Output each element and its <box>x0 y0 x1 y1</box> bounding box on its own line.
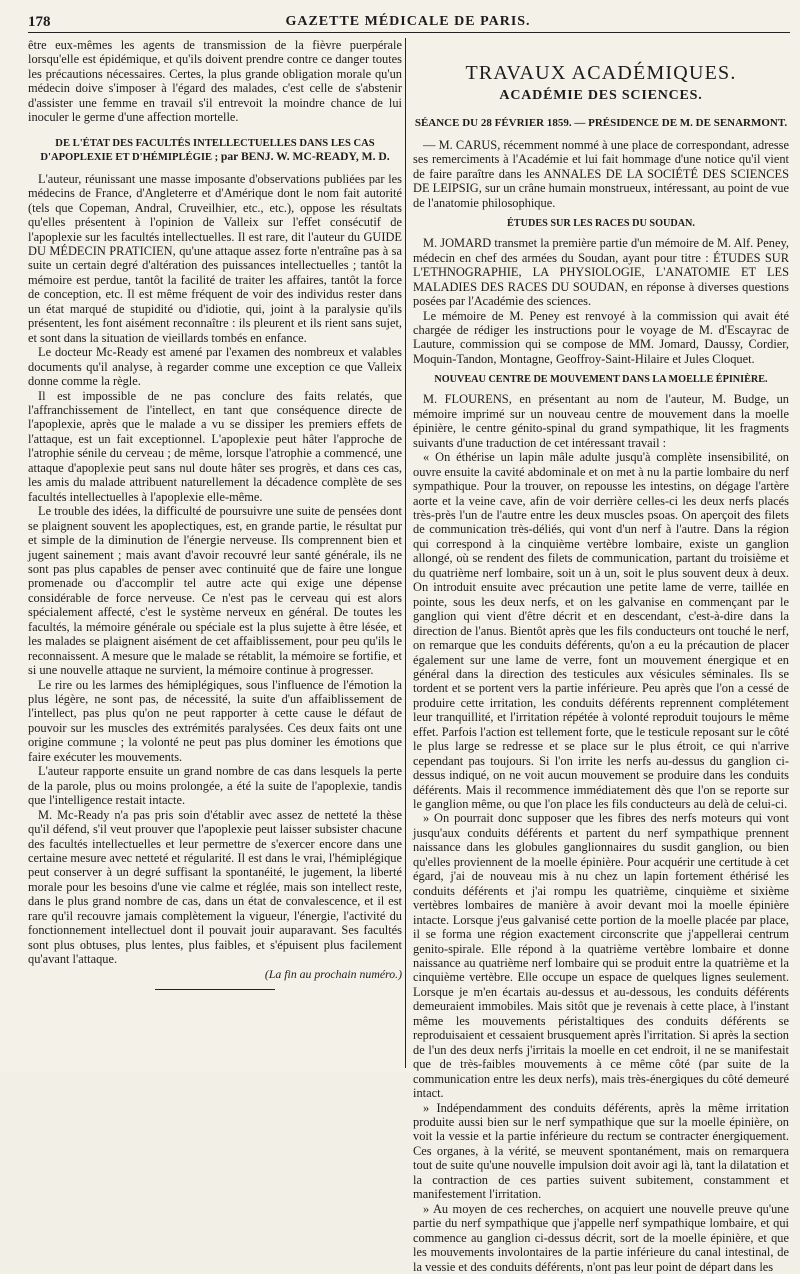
subsection-heading: ÉTUDES SUR LES RACES DU SOUDAN. <box>507 218 695 230</box>
subsection-heading: NOUVEAU CENTRE DE MOUVEMENT DANS LA MOELLE ÉPINIÈRE. <box>434 374 768 386</box>
paragraph: Le rire ou les larmes des hémiplégiques, sous l'influence de l'émotion la plus légère, ne sont pas, de nécessité, la suite d'un affaiblissement de l'intellect, pas plus qu'on ne peut rapporter à cette cause le défaut de pouvoir sur les muscles des extrémités paralysées. Ces deux faits ont une origine commune ; la volonté ne peut pas plus dominer les émotions que faire exécuter les mouvements. <box>28 677 402 764</box>
page-header <box>28 8 788 30</box>
paragraph: M. JOMARD transmet la première partie d'un mémoire de M. Alf. Peney, médecin en chef des armées du Soudan, ayant pour titre : ÉTUDES SUR L'ETHNOGRAPHIE, LA PHYSIOLOGIE, L'ANATOMIE ET LES MALADIES DES RACES DU SOUDAN, en réponse à diverses questions posées par l'Académie des sciences. <box>413 236 789 309</box>
left-column <box>28 38 402 990</box>
page-number: 178 <box>28 14 51 30</box>
paragraph: L'auteur, réunissant une masse imposante d'observations publiées par les médecins de France, d'Angleterre et d'Amérique dont le nom fait autorité (tels que Copeman, Andral, Cruveilhier, etc., etc.), oppose les résultats qu'elles présentent à l'opinion de Valleix sur l'effet consécutif de l'apoplexie sur les facultés intellectuelles. Il est rare, dit l'auteur du GUIDE DU MÉDECIN PRATICIEN, qu'une attaque assez forte n'entraîne pas à sa suite un certain degré d'altération des puissances intellectuelles ; tantôt la mémoire est perdue, tantôt la facilité de traiter les affaires, tantôt la force de conception, etc. Il est même fréquent de voir des individus rester dans un état marqué de stupidité ou d'idiotie, qui, joint à la paralysie qu'ils présentent, les font aisément reconnaître : ils pleurent et ils rient sans sujet, et sont dans la situation de vieillards tombés en enfance. <box>28 171 402 345</box>
paragraph: M. Mc-Ready n'a pas pris soin d'établir avec assez de netteté la thèse qu'il défend, s'il veut prouver que l'apoplexie peut laisser subsister chacune des facultés intellectuelles et leur permettre de s'exercer encore dans une certaine mesure avec netteté et régularité. Il est dans le vrai, l'hémiplégique peut conserver à un degré suffisant la spontanéité, le jugement, la liberté morale pour les besoins d'une vie calme et réglée, mais son intellect reste, dans le plus grand nombre de cas, dans un état de convalescence, et il est rare qu'il recouvre jamais complètement la vigueur, l'énergie, l'activité du fonctionnement intellectuel dont il pouvait jouir auparavant. Ses facultés sont plus obtuses, plus lentes, plus faibles, et s'épuisent plus facilement qu'avant l'attaque. <box>28 807 402 967</box>
paragraph: » On pourrait donc supposer que les fibres des nerfs moteurs qui vont jusqu'aux conduits déférents et partent du nerf sympathique prennent naissance dans les globules ganglionnaires du susdit ganglion, ou bien qu'elles proviennent de la moelle épinière. Pour acquérir une certitude à cet égard, j'ai de nouveau mis à nu chez un lapin fortement éthérisé les conduits déférents et j'ai rompu les quatrième, cinquième et sixième vertèbres lombaires de manière à avoir devant moi la moelle épinière intacte. Lorsque j'eus galvanisé cette portion de la moelle placée par place, il se forma une région exactement circonscrite que j'appellerai centrum genito-spirale. Elle répond à la quatrième vertèbre lombaire et donne naissance au quatrième nerf lombaire qui se produit entre la quatrième et la cinquième vertèbre. Elle occupe un espace de quelques lignes seulement. Lorsque je m'en écartais au-dessus et au-dessous, les conduits déférents demeuraient immobiles. Mais sitôt que je revenais à cette place, à l'instant même les mouvements péristaltiques des conduits déférents se reproduisaient et cessaient brusquement après l'irritation. Si après la section de l'un des deux nerfs j'irritais la moelle en cet endroit, il ne se manifestait que de très-faibles mouvements à ce même côté (par suite de la communication entre les deux nerfs), mais très-énergiques du côté demeuré intact. <box>413 811 789 1101</box>
section-title: TRAVAUX ACADÉMIQUES. <box>465 62 737 84</box>
column-divider <box>405 38 406 1068</box>
running-title: GAZETTE MÉDICALE DE PARIS. <box>285 14 531 29</box>
paragraph: Le docteur Mc-Ready est amené par l'examen des nombreux et valables documents qu'il analyse, à regarder comme une exception ce que Valleix donne comme la règle. <box>28 345 402 389</box>
section-subtitle: ACADÉMIE DES SCIENCES. <box>499 88 703 103</box>
paragraph: « On éthérise un lapin mâle adulte jusqu'à complète insensibilité, on ouvre ensuite la cavité abdominale et on met à nu la partie lombaire du nerf sympathique. Pour la trouver, on repousse les intestins, on dégage l'artère aorte et la veine cave, afin de voir derrière celles-ci les deux nerfs placés très-près l'un de l'autre entre les deux muscles psoas. On aperçoit des filets de communication très-déliés, qui vont d'un nerf à l'autre. Dans la région qui correspond à la cinquième vertèbre lombaire, existe un ganglion allongé, où se rendent des filets de communication, partant du troisième et du quatrième nerf lombaire, soit un à un, soit le plus souvent deux à deux. On introduit ensuite avec précaution une petite lame de verre, taillée en pointe, sous les deux nerfs, et on les galvanise en commençant par le ganglion qui vient d'être décrit et en descendant, c'est-à-dire dans la direction de l'anus. Bientôt après que les fils conducteurs ont touché le nerf, on remarque que les conduits déférents, qu'on a eu la précaution de placer également sur une lame de verre, font un mouvement énergique et en général dans la direction des testicules aux vésicules séminales. Ils se tordent et se portent vers la partie inférieure. Peu après que l'on a cessé de produire cette irritation, les conduits déférents reprennent complétement leur tranquillité, et l'irritation répétée à volonté reproduit toujours le même effet. Parfois l'action est tellement forte, que le testicule reposant sur le côté le plus large se redresse et se place sur le plus étroit, ce qui n'arrive cependant pas toujours. Si l'on irrite les nerfs au-dessus du ganglion ci-dessus indiqué, on ne voit aucun mouvement se produire dans les conduits déférents. Mais il recommence immédiatement dès que l'on se reporte sur le ganglion même, ou que l'on place les fils conducteurs au delà de celui-ci. <box>413 450 789 812</box>
paragraph: M. FLOURENS, en présentant au nom de l'auteur, M. Budge, un mémoire imprimé sur un nouveau centre de mouvement dans la moelle épinière, le centre génito-spinal du grand sympathique, lit les fragments suivants d'une traduction de cet intéressant travail : <box>413 392 789 450</box>
article-author: par BENJ. W. MC-READY, M. D. <box>220 149 390 163</box>
end-rule <box>155 989 275 990</box>
paragraph: être eux-mêmes les agents de transmission de la fièvre puerpérale lorsqu'elle est épidémique, et qu'ils doivent prendre contre ce danger toutes les précautions nécessaires. Certes, la plus grande obligation morale qu'un médecin doive s'imposer à l'égard des malades, c'est celle de s'abstenir d'assister une femme en travail s'il entrevoit la moindre chance de lui inoculer le germe d'une affection mortelle. <box>28 38 402 125</box>
article-title-text: DE L'ÉTAT DES FACULTÉS INTELLECTUELLES DANS LES CAS D'APOPLEXIE ET D'HÉMIPLÉGIE ; <box>40 137 375 163</box>
header-rule <box>28 32 790 33</box>
paragraph: — M. CARUS, récemment nommé à une place de correspondant, adresse ses remerciments à l'Académie et lui fait hommage d'une notice qu'il vient de faire paraître dans les ANNALES DE LA SOCIÉTÉ DES SCIENCES DE LEIPSIG, sur un crâne humain monstrueux, intéressant, au point de vue de l'anatomie philosophique. <box>413 138 789 210</box>
paragraph: » Indépendamment des conduits déférents, après la même irritation produite aussi bien sur le nerf sympathique que sur la moelle épinière, on voit la vessie et la partie inférieure du rectum se contracter énergiquement. Ces organes, à la vérité, se meuvent spontanément, mais on remarquera tout de suite qu'une nouvelle impulsion doit avoir agi là, tant la dilatation et la contraction de ces parties suivent subitement, constamment et manifestement l'irritation. <box>413 1100 789 1202</box>
session-heading: SÉANCE DU 28 FÉVRIER 1859. — PRÉSIDENCE DE M. DE SENARMONT. <box>414 117 788 129</box>
paragraph: Il est impossible de ne pas conclure des faits relatés, que l'affranchissement de l'intellect, en tant que conséquence directe de l'apoplexie, après que le malade a vu se dissiper les premiers effets de l'attaque, est un fait exceptionnel. L'apoplexie peut hâter l'approche de l'atrophie sénile du cerveau ; de même, lorsque l'atrophie a commencé, une attaque d'apoplexie peut sans nul doute hâter ses progrès, et dans ces cas, les amis du malade attribuent naturellement la décadence complète de ses facultés intellectuelles à l'apoplexie elle-même. <box>28 388 402 504</box>
paragraph: Le mémoire de M. Peney est renvoyé à la commission qui avait été chargée de rédiger les instructions pour le voyage de M. d'Escayrac de Lauture, commission qui se compose de MM. Jomard, Daussy, Cordier, Moquin-Tandon, Montagne, Geoffroy-Saint-Hilaire et Jules Cloquet. <box>413 308 789 366</box>
paragraph: Le trouble des idées, la difficulté de poursuivre une suite de pensées dont se plaignent souvent les apoplectiques, est, en grande partie, le résultat pur et simple de la diminution de l'énergie nerveuse. Ils comprennent bien et jugent sainement ; mais avant d'avoir recouvré leur santé générale, ils ne sont pas plus capables de penser avec continuité que de faire une longue promenade ou d'accomplir tel autre acte qui exige une dépense considérable de force nerveuse. Ce n'est pas le cerveau qui est alors spécialement affecté, c'est le système nerveux en général. De toutes les facultés, la mémoire générale ou spéciale est la plus sujette à être lésée, et les malades se plaignent aisément de cet affaiblissement, pour peu qu'ils le reconnaissent. A mesure que le malade se rétablit, la mémoire se fortifie, et si une nouvelle attaque ne survient, la mémoire continue à progresser. <box>28 504 402 678</box>
paragraph: L'auteur rapporte ensuite un grand nombre de cas dans lesquels la perte de la parole, plus ou moins prolongée, a été la suite de l'apoplexie, tandis que l'intelligence restait intacte. <box>28 764 402 808</box>
article-title <box>28 137 402 164</box>
right-column <box>413 38 789 1274</box>
paragraph: » Au moyen de ces recherches, on acquiert une nouvelle preuve qu'une partie du nerf sympathique que j'appelle nerf sympathique lombaire, et qui commence au ganglion ci-dessus décrit, sort de la moelle épinière, et que les mouvements involontaires de la partie inférieure du canal intestinal, de la vessie et des conduits déférents, n'ont pas leur point de départ dans les <box>413 1201 789 1274</box>
continuation-note: (La fin au prochain numéro.) <box>264 966 402 981</box>
